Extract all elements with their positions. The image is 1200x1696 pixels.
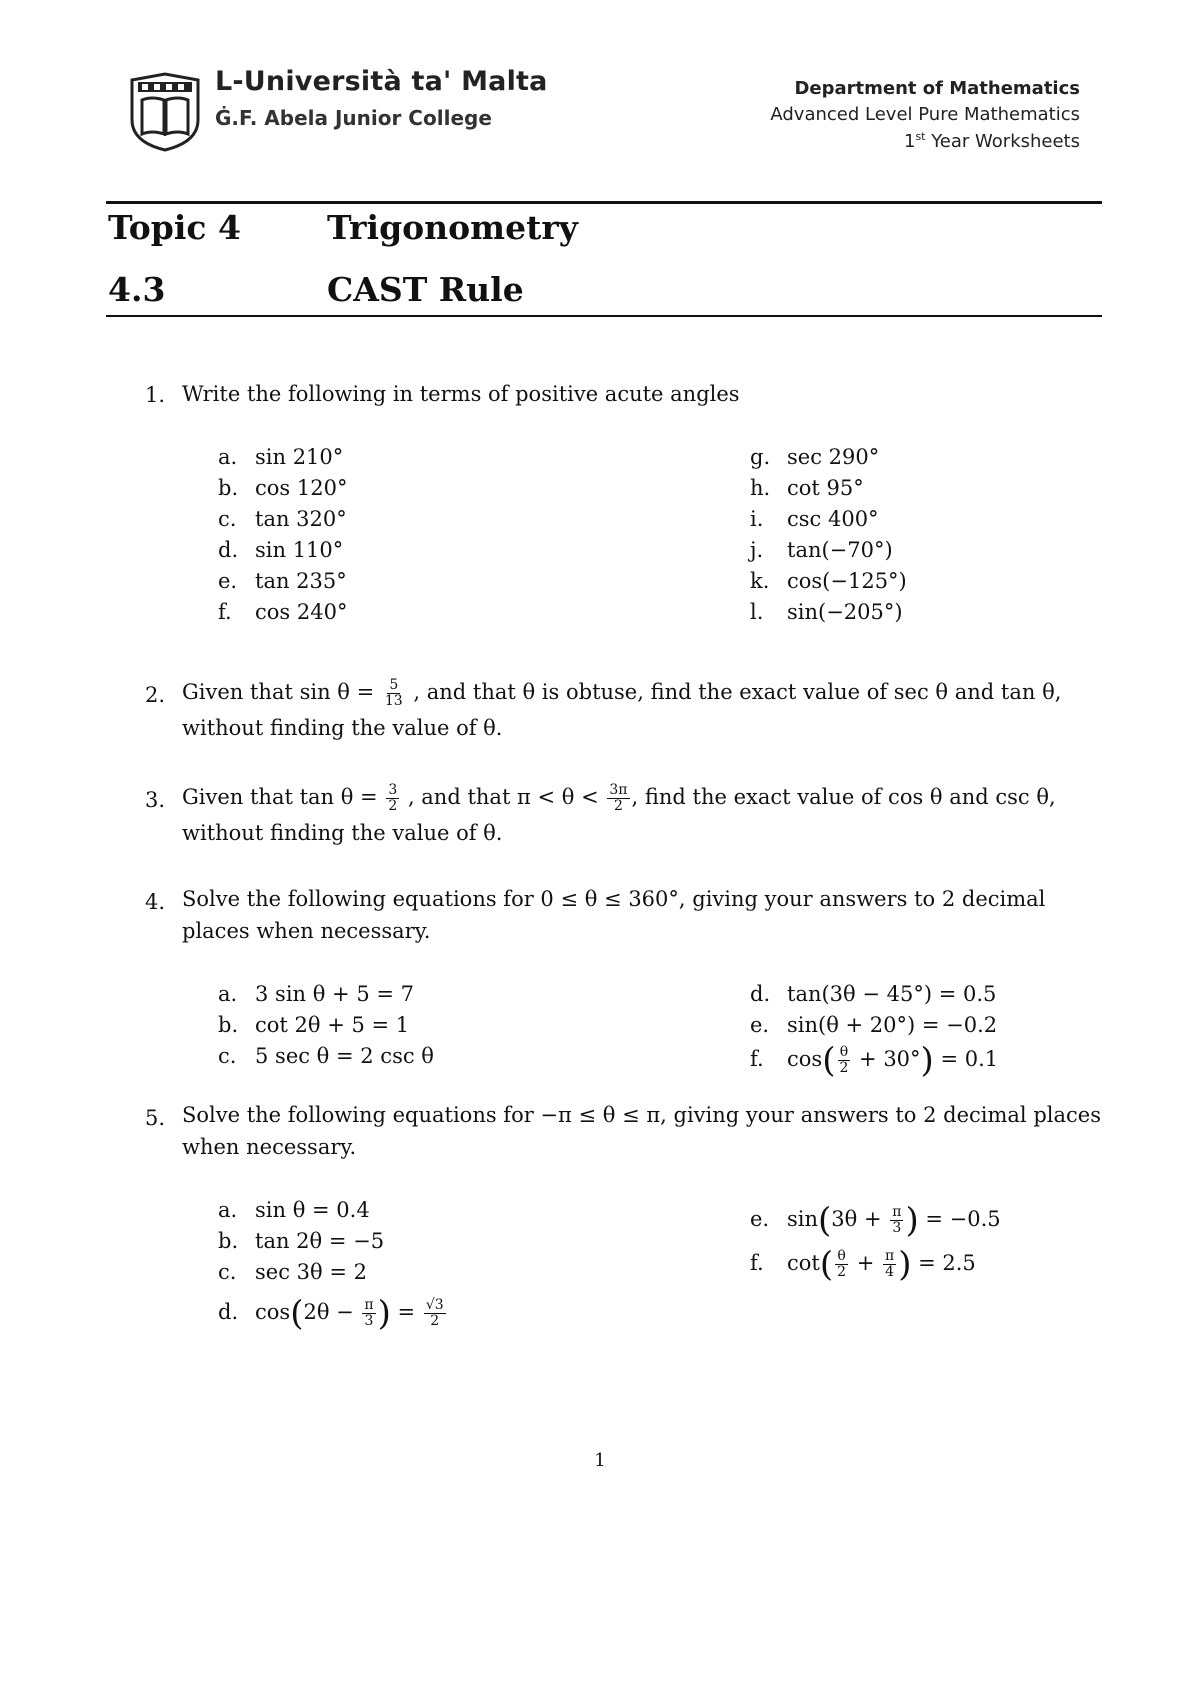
- list-item: [218, 445, 343, 469]
- list-item: [218, 476, 347, 500]
- item-label: j.: [750, 538, 764, 562]
- item-expression: tan(3θ − 45°) = 0.5: [787, 982, 997, 1006]
- item-expression: tan 2θ = −5: [255, 1229, 385, 1253]
- item-expression: cot 2θ + 5 = 1: [255, 1013, 410, 1037]
- fraction-denominator: 2: [613, 798, 623, 814]
- item-label: e.: [750, 1207, 770, 1231]
- year-suffix: st: [915, 130, 926, 143]
- item-label: b.: [218, 476, 239, 500]
- q3-text-part: , and that π < θ <: [401, 785, 606, 809]
- fraction-denominator: 4: [885, 1264, 895, 1280]
- list-item: [218, 1198, 370, 1222]
- list-item: [218, 538, 343, 562]
- item-expression: tan(−70°): [787, 538, 893, 562]
- year-number: 1: [903, 131, 916, 152]
- fraction-denominator: 2: [388, 798, 398, 814]
- question-3-number: 3.: [145, 788, 166, 812]
- right-paren: ): [920, 1040, 934, 1081]
- left-paren: (: [290, 1293, 304, 1334]
- fraction-denominator: 2: [839, 1060, 849, 1076]
- list-item: [750, 1013, 997, 1037]
- fraction-denominator: 2: [430, 1313, 440, 1329]
- item-label: f.: [218, 600, 232, 624]
- question-1-text: Write the following in terms of positive acute angles: [182, 382, 740, 406]
- item-expression: cot 95°: [787, 476, 864, 500]
- bottom-rule: [106, 315, 1102, 317]
- list-item: [750, 445, 879, 469]
- list-item: [750, 982, 996, 1006]
- left-paren: (: [822, 1040, 836, 1081]
- course-name: Advanced Level Pure Mathematics: [770, 104, 1080, 125]
- fraction-denominator: 3: [892, 1220, 902, 1236]
- item-label: f.: [750, 1251, 764, 1275]
- q2-text-part: Given that sin θ =: [182, 680, 381, 704]
- page-number: 1: [594, 1450, 606, 1471]
- fraction: [883, 1249, 896, 1280]
- list-item: [750, 538, 893, 562]
- list-item: [218, 1293, 448, 1334]
- right-paren: ): [898, 1244, 912, 1285]
- question-3-text: [182, 779, 1102, 851]
- item-expression: 3 sin θ + 5 = 7: [255, 982, 414, 1006]
- college-name: Ġ.F. Abela Junior College: [215, 106, 492, 130]
- list-item: [750, 1040, 999, 1081]
- item-expression: 5 sec θ = 2 csc θ: [255, 1044, 434, 1068]
- expression-part: +: [850, 1251, 881, 1275]
- list-item: [750, 1244, 976, 1285]
- item-expression: sin 210°: [255, 445, 344, 469]
- item-label: c.: [218, 507, 237, 531]
- university-crest-logo: [128, 70, 202, 152]
- item-label: k.: [750, 569, 770, 593]
- function-name: cos: [787, 1047, 823, 1071]
- list-item: [750, 569, 907, 593]
- fraction-numerator: π: [364, 1297, 374, 1313]
- item-label: c.: [218, 1260, 237, 1284]
- item-label: b.: [218, 1013, 239, 1037]
- item-label: f.: [750, 1047, 764, 1071]
- list-item: [750, 507, 879, 531]
- item-label: i.: [750, 507, 764, 531]
- expression-part: 3θ +: [831, 1207, 889, 1231]
- list-item: [218, 1044, 434, 1068]
- item-expression: sin(−205°): [787, 600, 903, 624]
- list-item: [218, 507, 347, 531]
- year-rest: Year Worksheets: [925, 131, 1080, 152]
- fraction-numerator: 3: [388, 782, 398, 798]
- item-expression: tan 235°: [255, 569, 347, 593]
- fraction-numerator: θ: [839, 1044, 849, 1060]
- expression-rhs: = 2.5: [911, 1251, 976, 1275]
- question-1-number: 1.: [145, 383, 166, 407]
- list-item: [218, 600, 347, 624]
- question-4-number: 4.: [145, 890, 166, 914]
- list-item: [218, 1260, 367, 1284]
- fraction-numerator: √3: [425, 1297, 444, 1313]
- item-expression: csc 400°: [787, 507, 879, 531]
- item-expression: sin 110°: [255, 538, 344, 562]
- expression-rhs: = −0.5: [918, 1207, 1001, 1231]
- function-name: cos: [255, 1300, 291, 1324]
- list-item: [218, 982, 414, 1006]
- fraction-denominator: 2: [837, 1264, 847, 1280]
- item-expression: sec 3θ = 2: [255, 1260, 367, 1284]
- fraction: [424, 1298, 446, 1329]
- item-expression: cos(−125°): [787, 569, 907, 593]
- fraction: [607, 783, 629, 814]
- worksheet-year: [904, 130, 1080, 152]
- item-expression: sec 290°: [787, 445, 880, 469]
- item-label: e.: [218, 569, 238, 593]
- fraction: [835, 1249, 848, 1280]
- question-2-number: 2.: [145, 683, 166, 707]
- item-label: h.: [750, 476, 771, 500]
- left-paren: (: [818, 1200, 832, 1241]
- topic-label: Topic 4: [108, 208, 241, 247]
- top-rule: [106, 201, 1102, 204]
- department-name: Department of Mathematics: [794, 78, 1080, 99]
- item-expression: cos 120°: [255, 476, 348, 500]
- topic-title: Trigonometry: [327, 208, 578, 247]
- list-item: [218, 569, 347, 593]
- fraction-numerator: θ: [837, 1248, 846, 1264]
- list-item: [750, 600, 903, 624]
- fraction-numerator: π: [884, 1248, 895, 1264]
- item-label: b.: [218, 1229, 239, 1253]
- left-paren: (: [819, 1244, 834, 1285]
- item-label: c.: [218, 1044, 237, 1068]
- item-expression: sin θ = 0.4: [255, 1198, 370, 1222]
- item-label: a.: [218, 1198, 238, 1222]
- list-item: [218, 1013, 409, 1037]
- q3-text-part: , find the exact value of cos θ and csc θ,: [631, 785, 1056, 809]
- fraction: [362, 1298, 375, 1329]
- fraction: [383, 678, 405, 709]
- question-5-text: Solve the following equations for −π ≤ θ ≤ π, giving your answers to 2 decimal places when necessary.: [182, 1103, 1101, 1159]
- list-item: [750, 1200, 1001, 1241]
- item-label: d.: [218, 1300, 239, 1324]
- q3-text-line2: without finding the value of θ.: [182, 821, 503, 845]
- function-name: cot: [787, 1251, 820, 1275]
- fraction-numerator: 5: [389, 677, 399, 693]
- question-5-number: 5.: [145, 1106, 166, 1130]
- item-label: a.: [218, 982, 238, 1006]
- item-expression: sin(θ + 20°) = −0.2: [787, 1013, 998, 1037]
- item-label: g.: [750, 445, 771, 469]
- fraction-numerator: π: [892, 1204, 902, 1220]
- q3-text-part: Given that tan θ =: [182, 785, 385, 809]
- fraction-denominator: 3: [364, 1313, 374, 1329]
- list-item: [218, 1229, 384, 1253]
- expression-rhs: = 0.1: [933, 1047, 999, 1071]
- item-expression: tan 320°: [255, 507, 347, 531]
- item-expression: cos 240°: [255, 600, 348, 624]
- expression-rhs: =: [390, 1300, 422, 1324]
- item-label: e.: [750, 1013, 770, 1037]
- question-4-text: Solve the following equations for 0 ≤ θ ≤ 360°, giving your answers to 2 decimal places when necessary.: [182, 887, 1046, 943]
- fraction-numerator: 3π: [609, 782, 628, 798]
- function-name: sin: [787, 1207, 819, 1231]
- expression-part: + 30°: [852, 1047, 921, 1071]
- subtopic-title: CAST Rule: [327, 270, 524, 309]
- university-name: L-Università ta' Malta: [215, 66, 548, 97]
- question-2-text: [182, 674, 1102, 746]
- q2-text-line2: without finding the value of θ.: [182, 716, 503, 740]
- item-label: d.: [218, 538, 239, 562]
- fraction: [890, 1205, 903, 1236]
- subtopic-label: 4.3: [108, 270, 166, 309]
- expression-part: 2θ −: [303, 1300, 361, 1324]
- fraction-denominator: 13: [384, 693, 403, 709]
- fraction: [386, 783, 399, 814]
- list-item: [750, 476, 864, 500]
- item-label: d.: [750, 982, 771, 1006]
- item-label: a.: [218, 445, 238, 469]
- right-paren: ): [377, 1293, 391, 1334]
- item-label: l.: [750, 600, 764, 624]
- q2-text-part: , and that θ is obtuse, find the exact value of sec θ and tan θ,: [406, 680, 1062, 704]
- right-paren: ): [905, 1200, 919, 1241]
- fraction: [837, 1045, 850, 1076]
